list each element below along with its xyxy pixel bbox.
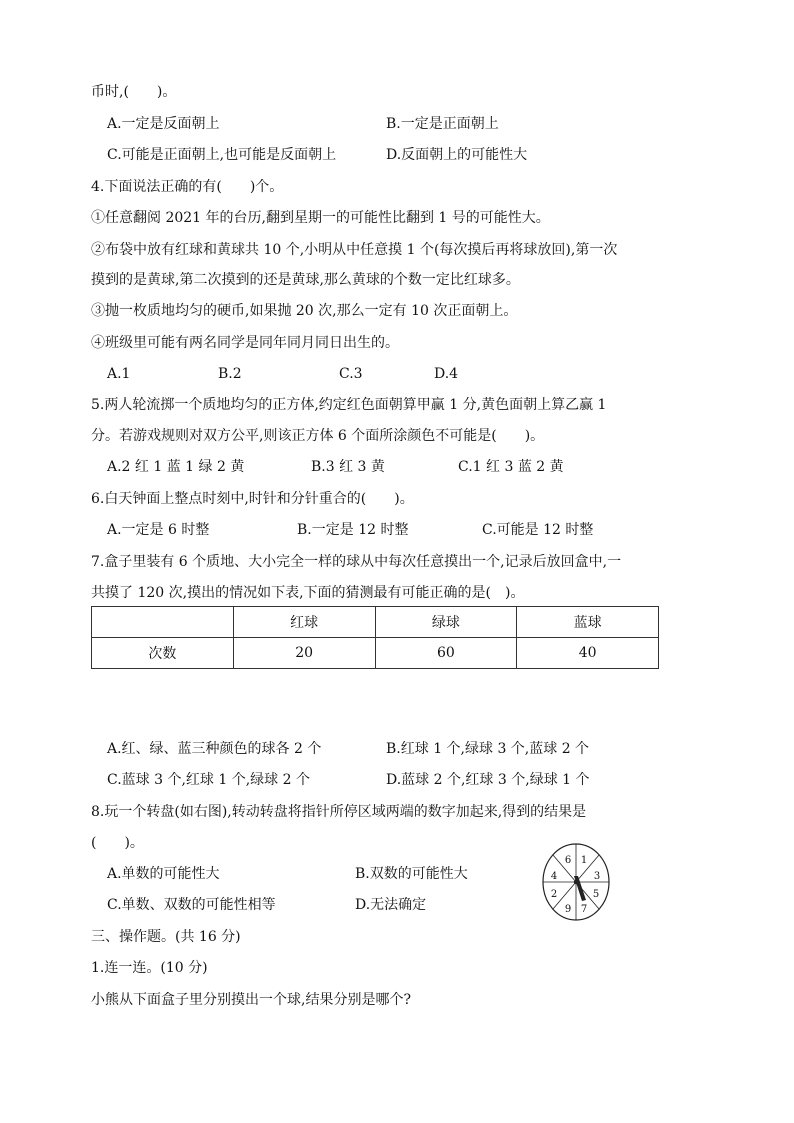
q7-stem-line2: 共摸了 120 次,摸出的情况如下表,下面的猜测最有可能正确的是( )。 bbox=[91, 585, 525, 601]
q6-option-c: C.可能是 12 时整 bbox=[482, 522, 594, 538]
q4-stem: 4.下面说法正确的有( )个。 bbox=[91, 179, 284, 195]
spinner-number: 5 bbox=[592, 889, 600, 900]
q5-option-c: C.1 红 3 蓝 2 黄 bbox=[458, 459, 564, 475]
q7-option-b: B.红球 1 个,绿球 3 个,蓝球 2 个 bbox=[386, 741, 590, 757]
spinner-number: 6 bbox=[564, 855, 572, 866]
table-cell: 60 bbox=[375, 638, 517, 669]
spinner-number: 7 bbox=[580, 904, 588, 915]
q4-option-c: C.3 bbox=[339, 366, 363, 382]
q8-option-c: C.单数、双数的可能性相等 bbox=[107, 897, 276, 913]
table-cell: 40 bbox=[517, 638, 659, 669]
section-3-title: 三、操作题。(共 16 分) bbox=[91, 929, 241, 945]
table-row bbox=[92, 638, 659, 669]
q8-option-d: D.无法确定 bbox=[355, 897, 427, 913]
q6-stem: 6.白天钟面上整点时刻中,时针和分针重合的( )。 bbox=[91, 491, 414, 507]
q6-option-b: B.一定是 12 时整 bbox=[297, 522, 409, 538]
table-cell: 20 bbox=[233, 638, 375, 669]
table-header-cell: 红球 bbox=[233, 607, 375, 638]
q8-option-a: A.单数的可能性大 bbox=[107, 866, 220, 882]
spinner-number: 2 bbox=[550, 889, 558, 900]
spinner-number: 3 bbox=[593, 871, 601, 882]
q4-statement-1: ①任意翻阅 2021 年的台历,翻到星期一的可能性比翻到 1 号的可能性大。 bbox=[91, 210, 550, 226]
spinner-number: 1 bbox=[580, 855, 588, 866]
spinner-center bbox=[574, 880, 578, 884]
q7-option-d: D.蓝球 2 个,红球 3 个,绿球 1 个 bbox=[386, 772, 590, 788]
table-header-row bbox=[92, 607, 659, 638]
q5-stem-line1: 5.两人轮流掷一个质地均匀的正方体,约定红色面朝算甲赢 1 分,黄色面朝上算乙赢 1 bbox=[91, 397, 607, 413]
q4-option-a: A.1 bbox=[107, 366, 131, 382]
q3-option-b: B.一定是正面朝上 bbox=[386, 116, 499, 132]
spinner-number: 9 bbox=[564, 904, 572, 915]
spinner-figure bbox=[541, 842, 611, 922]
section-3-q1-stem: 1.连一连。(10 分) bbox=[91, 960, 208, 976]
q3-option-c: C.可能是正面朝上,也可能是反面朝上 bbox=[107, 147, 337, 163]
q4-option-b: B.2 bbox=[218, 366, 242, 382]
q4-statement-4: ④班级里可能有两名同学是同年同月同日出生的。 bbox=[91, 335, 399, 351]
table-header-cell: 蓝球 bbox=[517, 607, 659, 638]
spinner-number: 4 bbox=[550, 871, 558, 882]
q4-statement-3: ③抛一枚质地均匀的硬币,如果抛 20 次,那么一定有 10 次正面朝上。 bbox=[91, 303, 518, 319]
q4-option-d: D.4 bbox=[434, 366, 459, 382]
q4-statement-2-line2: 摸到的是黄球,第二次摸到的还是黄球,那么黄球的个数一定比红球多。 bbox=[91, 272, 520, 288]
q5-option-a: A.2 红 1 蓝 1 绿 2 黄 bbox=[107, 459, 245, 475]
table-header-cell: 绿球 bbox=[375, 607, 517, 638]
q3-stem-tail: 币时,( )。 bbox=[91, 84, 177, 100]
table-header-cell bbox=[92, 607, 234, 638]
q7-option-a: A.红、绿、蓝三种颜色的球各 2 个 bbox=[107, 741, 322, 757]
q8-stem-line1: 8.玩一个转盘(如右图),转动转盘将指针所停区域两端的数字加起来,得到的结果是 bbox=[91, 804, 587, 820]
q7-option-c: C.蓝球 3 个,红球 1 个,绿球 2 个 bbox=[107, 772, 310, 788]
q5-stem-line2: 分。若游戏规则对双方公平,则该正方体 6 个面所涂颜色不可能是( )。 bbox=[91, 428, 545, 444]
section-3-q1-text: 小熊从下面盒子里分别摸出一个球,结果分别是哪个? bbox=[91, 992, 411, 1008]
q3-option-d: D.反面朝上的可能性大 bbox=[386, 147, 528, 163]
q3-option-a: A.一定是反面朝上 bbox=[107, 116, 220, 132]
q8-stem-line2: ( )。 bbox=[91, 835, 144, 851]
q8-option-b: B.双数的可能性大 bbox=[355, 866, 468, 882]
q7-stem-line1: 7.盒子里装有 6 个质地、大小完全一样的球从中每次任意摸出一个,记录后放回盒中,一 bbox=[91, 554, 622, 570]
q5-option-b: B.3 红 3 黄 bbox=[311, 459, 385, 475]
table-row-label: 次数 bbox=[92, 638, 234, 669]
q6-option-a: A.一定是 6 时整 bbox=[107, 522, 210, 538]
q7-results-table bbox=[91, 606, 659, 669]
q4-statement-2-line1: ②布袋中放有红球和黄球共 10 个,小明从中任意摸 1 个(每次摸后再将球放回),第一次 bbox=[91, 242, 618, 258]
